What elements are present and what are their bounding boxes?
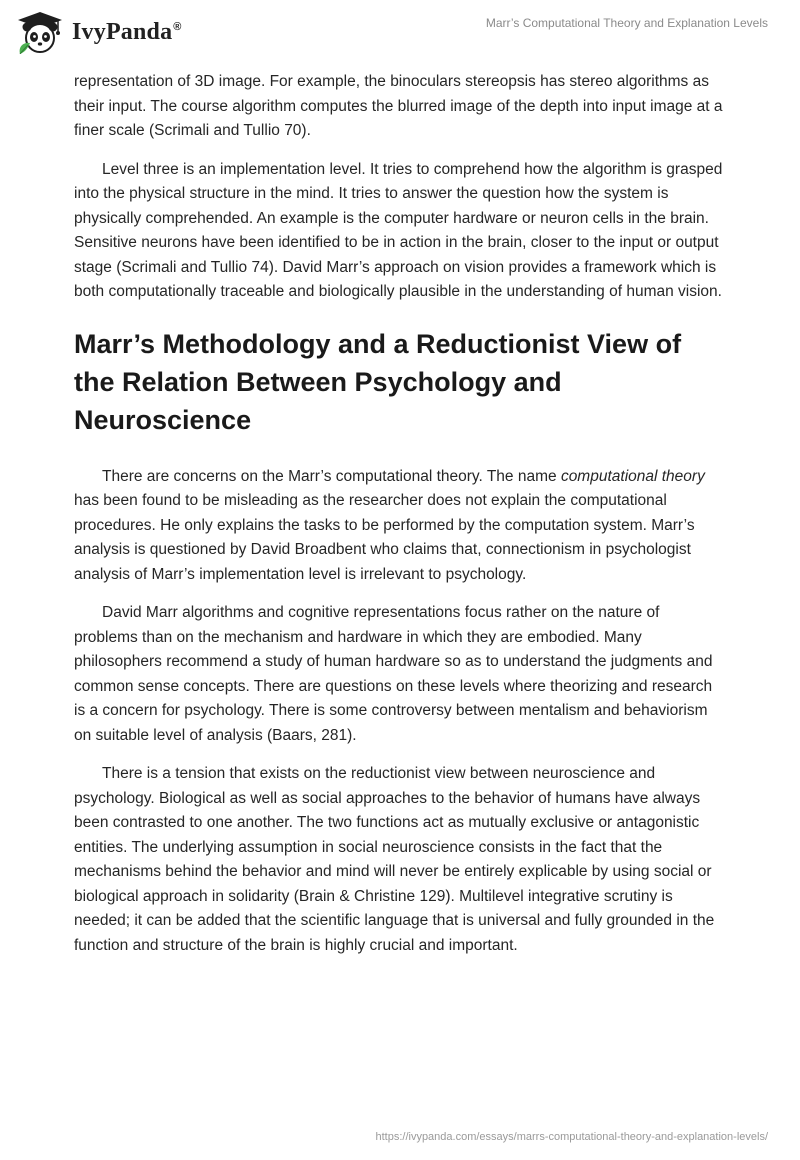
registered-mark: ® (173, 20, 182, 33)
document-title: Marr’s Computational Theory and Explanation Levels (485, 16, 768, 30)
source-url[interactable]: https://ivypanda.com/essays/marrs-computational-theory-and-explanation-levels/ (375, 1131, 768, 1143)
paragraph-3-start: There are concerns on the Marr’s computational theory. The name (102, 467, 561, 485)
paragraph-3-end: has been found to be misleading as the researcher does not explain the computational procedures. He only explains the tasks to be performed by the computation system. Marr’s analysis is questioned by David Broadbent who claims that, connectionism in psychologist analysis of Marr’s implementation level is irrelevant to psychology. (74, 492, 695, 583)
page-header (0, 0, 800, 70)
logo-text: IvyPanda (72, 18, 173, 45)
logo-wordmark (72, 19, 182, 46)
paragraph-1: representation of 3D image. For example, the binoculars stereopsis has stereo algorithms as their input. The course algorithm computes the blurred image of the depth into input image at a finer scale (Scrimali and Tullio 70). (74, 73, 723, 139)
paragraph-2: Level three is an implementation level. It tries to comprehend how the algorithm is grasped into the physical structure in the mind. It tries to answer the question how the system is physically comprehended. An example is the computer hardware or neuron cells in the brain. Sensitive neurons have been identified to be in action in the brain, closer to the input or output stage (Scrimali and Tullio 74). David Marr’s approach on vision provides a framework which is both computationally traceable and biologically plausible in the understanding of human vision. (74, 160, 723, 300)
paragraph-4: David Marr algorithms and cognitive representations focus rather on the nature of problems than on the mechanism and hardware in which they are embodied. Many philosophers recommend a study of human hardware so as to understand the judgments and common sense concepts. There are questions on these levels where theorizing and research is a concern for psychology. There is some controversy between mentalism and behaviorism on suitable level of analysis (Baars, 281). (74, 604, 713, 744)
essay-content (74, 70, 726, 972)
section-heading: Marr’s Methodology and a Reductionist View of the Relation Between Psychology and Neuroscience (74, 328, 682, 435)
panda-mascot-icon (14, 10, 66, 54)
ivypanda-logo[interactable] (14, 10, 182, 54)
paragraph-3 (74, 465, 726, 588)
paragraph-3-emphasis: computational theory (560, 467, 705, 485)
paragraph-5: There is a tension that exists on the reductionist view between neuroscience and psychology. Biological as well as social approaches to the behavior of humans have always been contrasted to one another. The two functions act as mutually exclusive or antagonistic entities. The underlying assumption in social neuroscience consists in the fact that the mechanisms behind the behavior and mind will never be entirely explicable by using social or biological approach in solidarity (Brain & Christine 129). Multilevel integrative scrutiny is needed; it can be added that the scientific language that is universal and fully grounded in the function and structure of the brain is highly crucial and important. (74, 765, 715, 954)
